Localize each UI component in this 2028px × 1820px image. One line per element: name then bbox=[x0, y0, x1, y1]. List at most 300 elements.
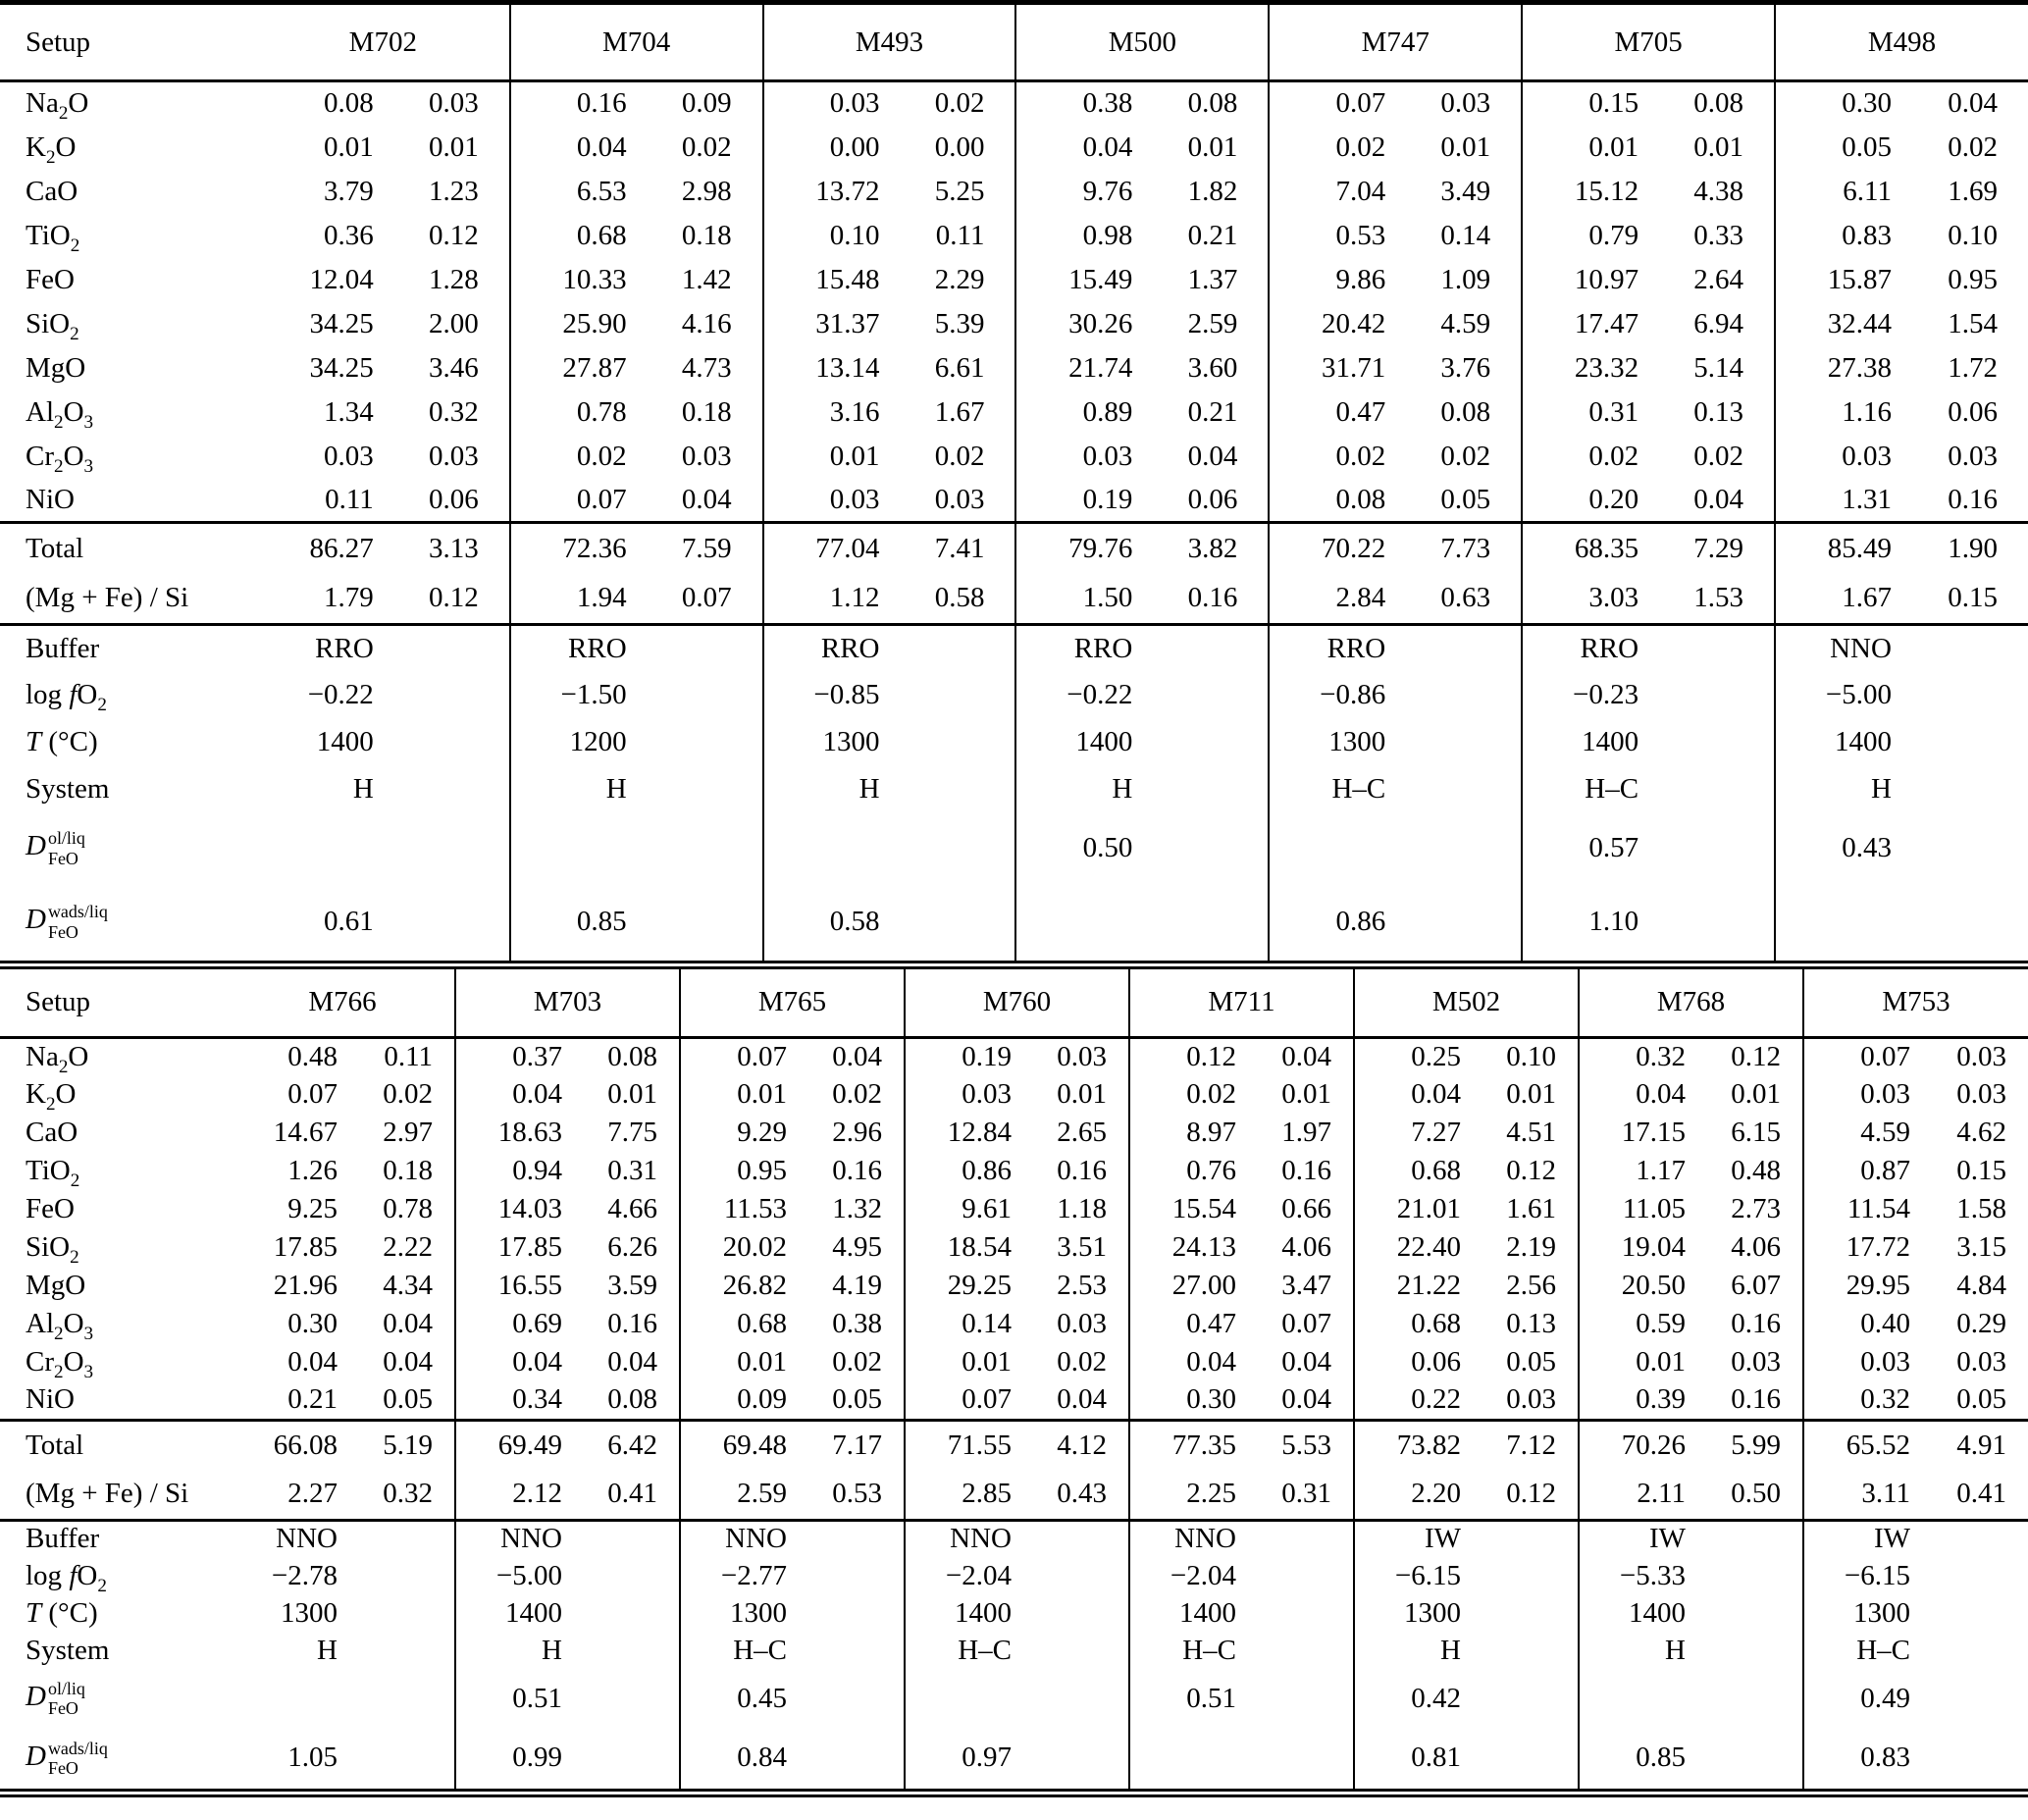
table-row-sio2 bbox=[0, 1228, 2028, 1267]
row-label-system: System bbox=[26, 1634, 110, 1666]
al2o3-m766-mean: 0.30 bbox=[287, 1308, 338, 1339]
total-m765-sd: 7.17 bbox=[832, 1429, 882, 1461]
mgo-m760-mean: 29.25 bbox=[905, 1267, 1029, 1305]
nio-m705-mean: 0.20 bbox=[1522, 479, 1661, 523]
buffer-m502-spacer bbox=[1479, 1520, 1579, 1557]
logfo2-m753-spacer bbox=[1928, 1557, 2028, 1594]
mgo-m765-sd: 4.19 bbox=[832, 1270, 882, 1301]
logfo2-m747-spacer bbox=[1408, 672, 1522, 719]
na2o-m765-sd: 0.04 bbox=[832, 1040, 882, 1072]
total-m702-mean: 86.27 bbox=[309, 532, 374, 564]
d_feo_wads_liq-m500-spacer bbox=[1155, 884, 1269, 961]
nio-m498-sd: 0.16 bbox=[1948, 483, 1998, 515]
cr2o3-m502-mean: 0.06 bbox=[1354, 1343, 1479, 1381]
feo-m703-mean: 14.03 bbox=[455, 1190, 580, 1228]
table-row-cr2o3 bbox=[0, 1343, 2028, 1381]
d_feo_wads_liq-m768-spacer bbox=[1703, 1728, 1803, 1793]
d_feo_wads_liq-m765: 0.84 bbox=[680, 1728, 805, 1793]
logfo2-m711-spacer bbox=[1254, 1557, 1354, 1594]
table-row-al2o3 bbox=[0, 390, 2028, 435]
row-label-al2o3: $Al_2O_3$ bbox=[26, 1308, 94, 1344]
logfo2-m760-spacer bbox=[1029, 1557, 1129, 1594]
mgo-m766-sd: 4.34 bbox=[383, 1270, 433, 1301]
k2o-m703-mean: 0.04 bbox=[455, 1075, 580, 1114]
tio2-m704-sd: 0.18 bbox=[681, 219, 732, 251]
feo-m704-mean: 10.33 bbox=[510, 258, 650, 302]
sio2-m747-sd: 4.59 bbox=[1440, 307, 1491, 339]
nio-m768-mean: 0.39 bbox=[1579, 1381, 1703, 1420]
row-label-sio2: SiO$_2$ bbox=[26, 307, 79, 344]
tio2-m705-sd: 0.33 bbox=[1693, 219, 1744, 251]
cao-m502-sd: 4.51 bbox=[1506, 1117, 1556, 1148]
d_feo_wads_liq-m502: 0.81 bbox=[1354, 1728, 1479, 1793]
system-m747-spacer bbox=[1408, 766, 1522, 813]
mgfe_si-m760-mean: 2.85 bbox=[905, 1470, 1029, 1520]
d_feo_ol_liq-m493-spacer bbox=[903, 813, 1016, 884]
mgo-m711-sd: 3.47 bbox=[1281, 1270, 1331, 1301]
nio-m493-sd: 0.03 bbox=[934, 483, 985, 515]
mgo-m753-sd: 4.84 bbox=[1956, 1270, 2006, 1301]
total-m753-sd: 4.91 bbox=[1956, 1429, 2006, 1461]
d_feo_wads_liq-m704-spacer bbox=[650, 884, 763, 961]
mgo-m705-mean: 23.32 bbox=[1522, 346, 1661, 390]
mgfe_si-m747-mean: 2.84 bbox=[1269, 574, 1408, 625]
table-row-system bbox=[0, 766, 2028, 813]
cr2o3-m493-mean: 0.01 bbox=[763, 435, 903, 479]
tio2-m703-mean: 0.94 bbox=[455, 1152, 580, 1190]
row-label-mgfe_si: (Mg + Fe) / Si bbox=[26, 1478, 189, 1510]
temperature-m747-spacer bbox=[1408, 719, 1522, 766]
nio-m753-mean: 0.32 bbox=[1803, 1381, 1928, 1420]
sio2-m747-mean: 20.42 bbox=[1269, 302, 1408, 346]
row-label-tio2: TiO$_2$ bbox=[26, 219, 80, 256]
cr2o3-m704-sd: 0.03 bbox=[681, 440, 732, 472]
feo-m747-sd: 1.09 bbox=[1440, 263, 1491, 295]
al2o3-m703-mean: 0.69 bbox=[455, 1305, 580, 1343]
cao-m768-mean: 17.15 bbox=[1579, 1114, 1703, 1152]
buffer-m768: IW bbox=[1579, 1520, 1703, 1557]
cao-m500-mean: 9.76 bbox=[1015, 170, 1155, 214]
temperature-m753-spacer bbox=[1928, 1594, 2028, 1632]
cao-m766-mean: 14.67 bbox=[273, 1117, 338, 1148]
mgfe_si-m703-sd: 0.41 bbox=[607, 1478, 657, 1510]
nio-m768-sd: 0.16 bbox=[1731, 1383, 1781, 1416]
d_feo_ol_liq-m760 bbox=[905, 1669, 1029, 1728]
cao-m765-sd: 2.96 bbox=[832, 1117, 882, 1148]
table-row-na2o bbox=[0, 1037, 2028, 1075]
d_feo_ol_liq-m498-spacer bbox=[1914, 813, 2028, 884]
total-m760-mean: 71.55 bbox=[905, 1420, 1029, 1470]
cr2o3-m747-sd: 0.02 bbox=[1440, 440, 1491, 472]
logfo2-m768: −5.33 bbox=[1579, 1557, 1703, 1594]
d_feo_ol_liq-m704-spacer bbox=[650, 813, 763, 884]
table-row-mgo bbox=[0, 1267, 2028, 1305]
k2o-m753-sd: 0.03 bbox=[1956, 1078, 2006, 1110]
cr2o3-m747-mean: 0.02 bbox=[1269, 435, 1408, 479]
k2o-m765-mean: 0.01 bbox=[680, 1075, 805, 1114]
mgo-m493-mean: 13.14 bbox=[763, 346, 903, 390]
mgo-m502-mean: 21.22 bbox=[1354, 1267, 1479, 1305]
mgo-m768-mean: 20.50 bbox=[1579, 1267, 1703, 1305]
cao-m711-mean: 8.97 bbox=[1129, 1114, 1254, 1152]
al2o3-m747-mean: 0.47 bbox=[1269, 390, 1408, 435]
total-m704-sd: 7.59 bbox=[681, 532, 732, 564]
al2o3-m747-sd: 0.08 bbox=[1440, 395, 1491, 428]
table-row-buffer bbox=[0, 625, 2028, 672]
buffer-m702-spacer bbox=[396, 625, 510, 672]
row-label-d_feo_wads_liq: D wads/liq FeO bbox=[26, 902, 108, 942]
mgo-m703-mean: 16.55 bbox=[455, 1267, 580, 1305]
na2o-m702-mean: 0.08 bbox=[324, 87, 374, 120]
al2o3-m500-mean: 0.89 bbox=[1015, 390, 1155, 435]
temperature-m702: 1400 bbox=[316, 726, 374, 757]
row-label-na2o: $Na_2O$ bbox=[26, 87, 89, 125]
cr2o3-m753-mean: 0.03 bbox=[1803, 1343, 1928, 1381]
al2o3-m766-sd: 0.04 bbox=[383, 1308, 433, 1339]
al2o3-m704-sd: 0.18 bbox=[681, 395, 732, 428]
sio2-m702-sd: 2.00 bbox=[428, 307, 479, 339]
setup-header-m766: M766 bbox=[308, 986, 377, 1017]
cr2o3-m766-mean: 0.04 bbox=[287, 1346, 338, 1378]
d_feo_wads_liq-m705: 1.10 bbox=[1522, 884, 1661, 961]
nio-m711-sd: 0.04 bbox=[1281, 1383, 1331, 1416]
table-row-mgfe_si bbox=[0, 1470, 2028, 1520]
k2o-m768-sd: 0.01 bbox=[1731, 1078, 1781, 1110]
table-row-feo bbox=[0, 258, 2028, 302]
mgfe_si-m768-mean: 2.11 bbox=[1579, 1470, 1703, 1520]
na2o-m753-mean: 0.07 bbox=[1803, 1037, 1928, 1075]
buffer-m768-spacer bbox=[1703, 1520, 1803, 1557]
nio-m502-mean: 0.22 bbox=[1354, 1381, 1479, 1420]
d_feo_wads_liq-m711-spacer bbox=[1254, 1728, 1354, 1793]
system-m753: H–C bbox=[1803, 1632, 1928, 1669]
al2o3-m705-mean: 0.31 bbox=[1522, 390, 1661, 435]
table-panel-bottom bbox=[0, 961, 2028, 1797]
cao-m711-sd: 1.97 bbox=[1281, 1117, 1331, 1148]
d_feo_ol_liq-m493 bbox=[763, 813, 903, 884]
cr2o3-m498-mean: 0.03 bbox=[1775, 435, 1914, 479]
mgo-m765-mean: 26.82 bbox=[680, 1267, 805, 1305]
buffer-m498-spacer bbox=[1914, 625, 2028, 672]
nio-m765-mean: 0.09 bbox=[680, 1381, 805, 1420]
mgfe_si-m704-mean: 1.94 bbox=[510, 574, 650, 625]
feo-m765-sd: 1.32 bbox=[832, 1193, 882, 1224]
tio2-m747-mean: 0.53 bbox=[1269, 214, 1408, 258]
temperature-m498: 1400 bbox=[1775, 719, 1914, 766]
row-label-cao: CaO bbox=[26, 1117, 78, 1148]
d_feo_ol_liq-m753-spacer bbox=[1928, 1669, 2028, 1728]
mgfe_si-m493-mean: 1.12 bbox=[763, 574, 903, 625]
tio2-m498-mean: 0.83 bbox=[1775, 214, 1914, 258]
na2o-m747-sd: 0.03 bbox=[1440, 87, 1491, 120]
cr2o3-m753-sd: 0.03 bbox=[1956, 1346, 2006, 1378]
cao-m703-mean: 18.63 bbox=[455, 1114, 580, 1152]
sio2-m703-mean: 17.85 bbox=[455, 1228, 580, 1267]
cr2o3-m493-sd: 0.02 bbox=[934, 440, 985, 472]
feo-m765-mean: 11.53 bbox=[680, 1190, 805, 1228]
mgfe_si-m753-sd: 0.41 bbox=[1956, 1478, 2006, 1510]
na2o-m498-mean: 0.30 bbox=[1775, 81, 1914, 126]
na2o-m703-mean: 0.37 bbox=[455, 1037, 580, 1075]
k2o-m702-mean: 0.01 bbox=[324, 130, 374, 163]
buffer-m704-spacer bbox=[650, 625, 763, 672]
mgo-m498-sd: 1.72 bbox=[1948, 351, 1998, 384]
sio2-m705-sd: 6.94 bbox=[1693, 307, 1744, 339]
d_feo_ol_liq-m768 bbox=[1579, 1669, 1703, 1728]
setup-header-m747: M747 bbox=[1269, 3, 1522, 81]
mgfe_si-m498-mean: 1.67 bbox=[1775, 574, 1914, 625]
system-m705-spacer bbox=[1661, 766, 1775, 813]
feo-m502-sd: 1.61 bbox=[1506, 1193, 1556, 1224]
feo-m502-mean: 21.01 bbox=[1354, 1190, 1479, 1228]
table-row-d_feo_wads_liq bbox=[0, 884, 2028, 961]
logfo2-m760: −2.04 bbox=[905, 1557, 1029, 1594]
feo-m760-mean: 9.61 bbox=[905, 1190, 1029, 1228]
sio2-m703-sd: 6.26 bbox=[607, 1231, 657, 1263]
sio2-m765-mean: 20.02 bbox=[680, 1228, 805, 1267]
feo-m747-mean: 9.86 bbox=[1269, 258, 1408, 302]
d_feo_ol_liq-m747 bbox=[1269, 813, 1408, 884]
row-label-k2o: $K_2O$ bbox=[26, 1078, 77, 1115]
temperature-m765: 1300 bbox=[680, 1594, 805, 1632]
d_feo_ol_liq-m766 bbox=[231, 1669, 355, 1728]
mgfe_si-m704-sd: 0.07 bbox=[681, 582, 732, 614]
temperature-m702-spacer bbox=[396, 719, 510, 766]
nio-m500-mean: 0.19 bbox=[1015, 479, 1155, 523]
k2o-m493-sd: 0.00 bbox=[934, 130, 985, 163]
d_feo_wads_liq-m760: 0.97 bbox=[905, 1728, 1029, 1793]
al2o3-m760-mean: 0.14 bbox=[905, 1305, 1029, 1343]
table-row-al2o3 bbox=[0, 1305, 2028, 1343]
system-m502-spacer bbox=[1479, 1632, 1579, 1669]
row-label-d_feo_ol_liq: D ol/liq FeO bbox=[26, 1678, 85, 1718]
temperature-m768-spacer bbox=[1703, 1594, 1803, 1632]
setup-column-header: Setup bbox=[26, 26, 91, 58]
sio2-m704-sd: 4.16 bbox=[681, 307, 732, 339]
nio-m703-mean: 0.34 bbox=[455, 1381, 580, 1420]
table-row-sio2 bbox=[0, 302, 2028, 346]
mgo-m711-mean: 27.00 bbox=[1129, 1267, 1254, 1305]
buffer-m765: NNO bbox=[680, 1520, 805, 1557]
tio2-m765-sd: 0.16 bbox=[832, 1155, 882, 1186]
sio2-m705-mean: 17.47 bbox=[1522, 302, 1661, 346]
logfo2-m704: −1.50 bbox=[510, 672, 650, 719]
buffer-m747: RRO bbox=[1269, 625, 1408, 672]
feo-m704-sd: 1.42 bbox=[681, 263, 732, 295]
buffer-m766-spacer bbox=[355, 1520, 455, 1557]
k2o-m768-mean: 0.04 bbox=[1579, 1075, 1703, 1114]
row-label-sio2: SiO$_2$ bbox=[26, 1231, 79, 1268]
na2o-m768-sd: 0.12 bbox=[1731, 1040, 1781, 1072]
logfo2-m711: −2.04 bbox=[1129, 1557, 1254, 1594]
sio2-m766-mean: 17.85 bbox=[273, 1231, 338, 1263]
setup-header-m493: M493 bbox=[763, 3, 1016, 81]
cao-m753-sd: 4.62 bbox=[1956, 1117, 2006, 1148]
row-label-feo: FeO bbox=[26, 1193, 75, 1224]
feo-m753-sd: 1.58 bbox=[1956, 1193, 2006, 1224]
logfo2-m703-spacer bbox=[580, 1557, 680, 1594]
nio-m747-sd: 0.05 bbox=[1440, 483, 1491, 515]
table-row-temperature bbox=[0, 719, 2028, 766]
total-m768-mean: 70.26 bbox=[1579, 1420, 1703, 1470]
cao-m747-mean: 7.04 bbox=[1269, 170, 1408, 214]
logfo2-m498: −5.00 bbox=[1775, 672, 1914, 719]
al2o3-m702-mean: 1.34 bbox=[324, 395, 374, 428]
row-label-logfo2: $\log fO_2$ bbox=[26, 679, 107, 715]
na2o-m500-mean: 0.38 bbox=[1015, 81, 1155, 126]
sio2-m500-sd: 2.59 bbox=[1187, 307, 1238, 339]
cao-m498-sd: 1.69 bbox=[1948, 175, 1998, 207]
mgfe_si-m765-mean: 2.59 bbox=[680, 1470, 805, 1520]
sio2-m498-mean: 32.44 bbox=[1775, 302, 1914, 346]
sio2-m498-sd: 1.54 bbox=[1948, 307, 1998, 339]
temperature-m704-spacer bbox=[650, 719, 763, 766]
setup-header-m498: M498 bbox=[1775, 3, 2028, 81]
mgo-m500-sd: 3.60 bbox=[1187, 351, 1238, 384]
mgfe_si-m711-mean: 2.25 bbox=[1129, 1470, 1254, 1520]
d_feo_ol_liq-m760-spacer bbox=[1029, 1669, 1129, 1728]
table-row-d_feo_wads_liq bbox=[0, 1728, 2028, 1793]
nio-m747-mean: 0.08 bbox=[1269, 479, 1408, 523]
na2o-m705-mean: 0.15 bbox=[1522, 81, 1661, 126]
cao-m502-mean: 7.27 bbox=[1354, 1114, 1479, 1152]
k2o-m766-mean: 0.07 bbox=[287, 1078, 338, 1110]
mgfe_si-m498-sd: 0.15 bbox=[1948, 582, 1998, 614]
total-m766-sd: 5.19 bbox=[383, 1429, 433, 1461]
total-m768-sd: 5.99 bbox=[1731, 1429, 1781, 1461]
feo-m768-sd: 2.73 bbox=[1731, 1193, 1781, 1224]
tio2-m766-mean: 1.26 bbox=[287, 1155, 338, 1186]
row-label-temperature: T (°C) bbox=[26, 726, 98, 757]
d_feo_wads_liq-m702: 0.61 bbox=[324, 906, 374, 937]
mgfe_si-m766-mean: 2.27 bbox=[287, 1478, 338, 1510]
buffer-m500-spacer bbox=[1155, 625, 1269, 672]
al2o3-m498-sd: 0.06 bbox=[1948, 395, 1998, 428]
nio-m702-mean: 0.11 bbox=[325, 483, 374, 515]
d_feo_ol_liq-m747-spacer bbox=[1408, 813, 1522, 884]
sio2-m493-mean: 31.37 bbox=[763, 302, 903, 346]
cao-m498-mean: 6.11 bbox=[1775, 170, 1914, 214]
buffer-m704: RRO bbox=[510, 625, 650, 672]
na2o-m765-mean: 0.07 bbox=[680, 1037, 805, 1075]
total-m498-mean: 85.49 bbox=[1775, 523, 1914, 574]
buffer-m760: NNO bbox=[905, 1520, 1029, 1557]
cao-m760-mean: 12.84 bbox=[905, 1114, 1029, 1152]
logfo2-m500-spacer bbox=[1155, 672, 1269, 719]
system-m702-spacer bbox=[396, 766, 510, 813]
system-m765: H–C bbox=[680, 1632, 805, 1669]
total-m705-sd: 7.29 bbox=[1693, 532, 1744, 564]
k2o-m500-sd: 0.01 bbox=[1187, 130, 1238, 163]
system-m702: H bbox=[352, 773, 374, 805]
mgo-m702-sd: 3.46 bbox=[428, 351, 479, 384]
row-label-buffer: Buffer bbox=[26, 1523, 100, 1555]
temperature-m705: 1400 bbox=[1522, 719, 1661, 766]
buffer-m753-spacer bbox=[1928, 1520, 2028, 1557]
total-m704-mean: 72.36 bbox=[510, 523, 650, 574]
feo-m498-sd: 0.95 bbox=[1948, 263, 1998, 295]
tio2-m766-sd: 0.18 bbox=[383, 1155, 433, 1186]
na2o-m704-sd: 0.09 bbox=[681, 87, 732, 120]
logfo2-m747: −0.86 bbox=[1269, 672, 1408, 719]
logfo2-m704-spacer bbox=[650, 672, 763, 719]
d_feo_ol_liq-m702 bbox=[257, 813, 396, 884]
mgfe_si-m702-sd: 0.12 bbox=[428, 582, 479, 614]
buffer-m705-spacer bbox=[1661, 625, 1775, 672]
logfo2-m765-spacer bbox=[805, 1557, 905, 1594]
temperature-m498-spacer bbox=[1914, 719, 2028, 766]
al2o3-m753-sd: 0.29 bbox=[1956, 1308, 2006, 1339]
row-label-tio2: TiO$_2$ bbox=[26, 1155, 80, 1191]
sio2-m753-mean: 17.72 bbox=[1803, 1228, 1928, 1267]
d_feo_wads_liq-m753-spacer bbox=[1928, 1728, 2028, 1793]
mgfe_si-m705-mean: 3.03 bbox=[1522, 574, 1661, 625]
logfo2-m703: −5.00 bbox=[455, 1557, 580, 1594]
d_feo_wads_liq-m768: 0.85 bbox=[1579, 1728, 1703, 1793]
na2o-m502-sd: 0.10 bbox=[1506, 1040, 1556, 1072]
feo-m760-sd: 1.18 bbox=[1057, 1193, 1107, 1224]
d_feo_ol_liq-m502: 0.42 bbox=[1354, 1669, 1479, 1728]
al2o3-m753-mean: 0.40 bbox=[1803, 1305, 1928, 1343]
row-label-na2o: $Na_2O$ bbox=[26, 1040, 89, 1077]
tio2-m768-sd: 0.48 bbox=[1731, 1155, 1781, 1186]
k2o-m711-sd: 0.01 bbox=[1281, 1078, 1331, 1110]
cao-m747-sd: 3.49 bbox=[1440, 175, 1491, 207]
table-row-feo bbox=[0, 1190, 2028, 1228]
d-script-stack: ol/liq FeO bbox=[47, 1678, 85, 1718]
al2o3-m768-sd: 0.16 bbox=[1731, 1308, 1781, 1339]
mgo-m747-mean: 31.71 bbox=[1269, 346, 1408, 390]
temperature-m760-spacer bbox=[1029, 1594, 1129, 1632]
k2o-m500-mean: 0.04 bbox=[1015, 126, 1155, 170]
sio2-m711-sd: 4.06 bbox=[1281, 1231, 1331, 1263]
mgfe_si-m703-mean: 2.12 bbox=[455, 1470, 580, 1520]
na2o-m711-sd: 0.04 bbox=[1281, 1040, 1331, 1072]
total-m766-mean: 66.08 bbox=[273, 1429, 338, 1461]
feo-m766-sd: 0.78 bbox=[383, 1193, 433, 1224]
k2o-m703-sd: 0.01 bbox=[607, 1078, 657, 1110]
na2o-m766-sd: 0.11 bbox=[384, 1040, 433, 1072]
na2o-m768-mean: 0.32 bbox=[1579, 1037, 1703, 1075]
total-m753-mean: 65.52 bbox=[1803, 1420, 1928, 1470]
k2o-m765-sd: 0.02 bbox=[832, 1078, 882, 1110]
system-m493-spacer bbox=[903, 766, 1016, 813]
k2o-m747-sd: 0.01 bbox=[1440, 130, 1491, 163]
feo-m753-mean: 11.54 bbox=[1803, 1190, 1928, 1228]
total-m502-sd: 7.12 bbox=[1506, 1429, 1556, 1461]
na2o-m753-sd: 0.03 bbox=[1956, 1040, 2006, 1072]
row-label-feo: FeO bbox=[26, 263, 75, 295]
nio-m500-sd: 0.06 bbox=[1187, 483, 1238, 515]
sio2-m502-mean: 22.40 bbox=[1354, 1228, 1479, 1267]
al2o3-m498-mean: 1.16 bbox=[1775, 390, 1914, 435]
nio-m765-sd: 0.05 bbox=[832, 1383, 882, 1416]
feo-m766-mean: 9.25 bbox=[287, 1193, 338, 1224]
cr2o3-m705-mean: 0.02 bbox=[1522, 435, 1661, 479]
total-m493-sd: 7.41 bbox=[934, 532, 985, 564]
system-m493: H bbox=[763, 766, 903, 813]
tio2-m711-sd: 0.16 bbox=[1281, 1155, 1331, 1186]
k2o-m498-mean: 0.05 bbox=[1775, 126, 1914, 170]
temperature-m705-spacer bbox=[1661, 719, 1775, 766]
al2o3-m493-sd: 1.67 bbox=[934, 395, 985, 428]
logfo2-m702-spacer bbox=[396, 672, 510, 719]
sio2-m753-sd: 3.15 bbox=[1956, 1231, 2006, 1263]
mgfe_si-m702-mean: 1.79 bbox=[324, 582, 374, 614]
d_feo_ol_liq-m500: 0.50 bbox=[1015, 813, 1155, 884]
nio-m493-mean: 0.03 bbox=[763, 479, 903, 523]
cr2o3-m703-sd: 0.04 bbox=[607, 1346, 657, 1378]
